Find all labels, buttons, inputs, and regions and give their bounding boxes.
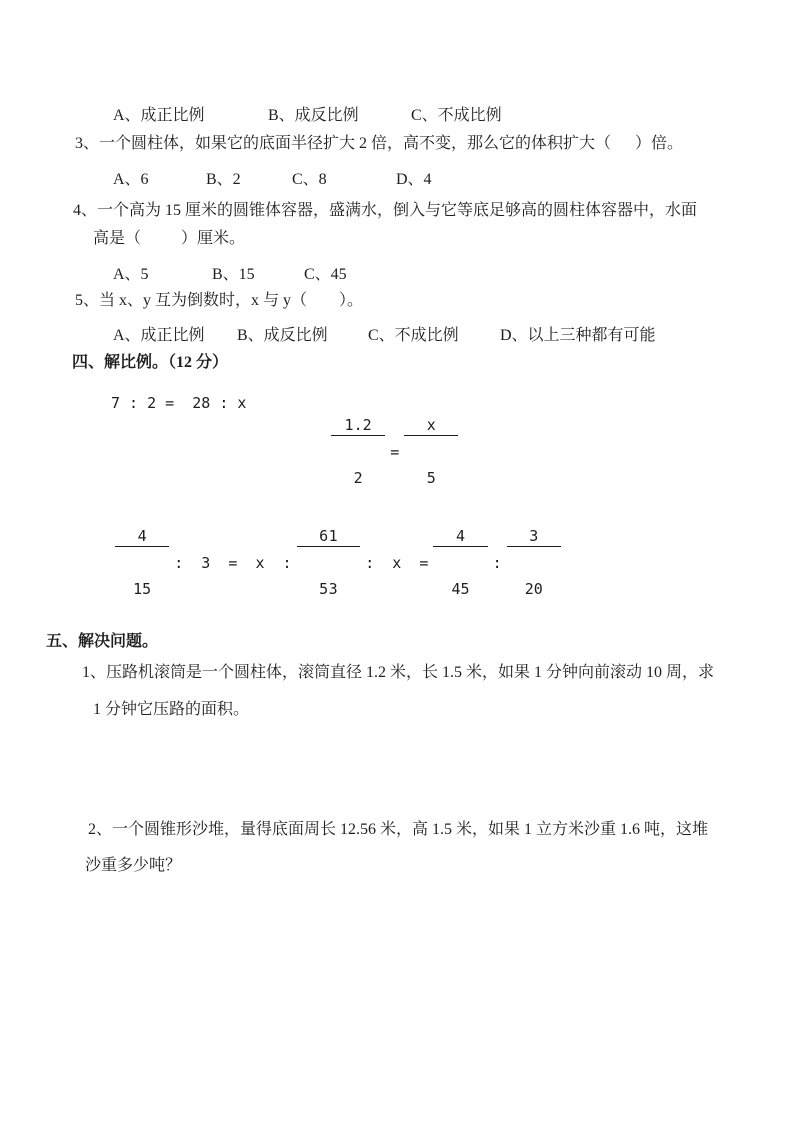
option-a: A、成正比例: [113, 327, 205, 344]
fraction-numerator: 1: [306, 527, 360, 547]
option-b: B、15: [212, 266, 255, 283]
option-b: B、成反比例: [268, 107, 359, 124]
option-c: C、不成比例: [368, 327, 459, 344]
fraction-denominator: 5: [426, 468, 436, 487]
section-4-heading: 四、解比例。（12 分）: [72, 354, 229, 371]
fraction-numerator: 1.2: [331, 416, 385, 436]
question-4-options: [0, 261, 793, 281]
fraction-numerator: x: [404, 416, 458, 436]
equals-sign: =: [390, 442, 400, 461]
option-b: B、成反比例: [237, 327, 328, 344]
colon-sign: :: [492, 553, 502, 572]
option-d: D、以上三种都有可能: [500, 327, 656, 344]
fraction: [306, 494, 360, 631]
option-c: C、不成比例: [411, 107, 502, 124]
fraction-denominator: 45: [451, 579, 470, 598]
question-3-text: 3、一个圆柱体，如果它的底面半径扩大 2 倍，高不变，那么它的体积扩大（ ）倍。: [75, 135, 684, 152]
equation-middle: : 3 = x :: [174, 553, 292, 572]
fraction-denominator: 2: [353, 468, 363, 487]
question-5-options: [0, 322, 793, 342]
option-d: D、4: [396, 171, 432, 188]
question-3-options: [0, 166, 793, 186]
fraction: [507, 494, 561, 631]
fraction-denominator: 3: [328, 579, 338, 598]
fraction: [433, 494, 487, 631]
option-a: A、成正比例: [113, 107, 205, 124]
section-5-heading: 五、解决问题。: [46, 633, 159, 650]
problem-2-line2: 沙重多少吨？: [85, 857, 182, 874]
option-b: B、2: [206, 171, 241, 188]
question-5-text: 5、当 x、y 互为倒数时，x 与 y（ ）。: [75, 292, 364, 309]
fraction-denominator: 5: [319, 579, 329, 598]
option-a: A、6: [113, 171, 149, 188]
equation-middle: : x =: [365, 553, 429, 572]
question-4-text-line1: 4、一个高为 15 厘米的圆锥体容器，盛满水，倒入与它等底足够高的圆柱体容器中，水面: [73, 202, 698, 219]
fraction-denominator: 15: [133, 579, 152, 598]
equation-4: [306, 494, 561, 631]
option-c: C、45: [304, 266, 347, 283]
problem-2-line1: 2、一个圆锥形沙堆，量得底面周长 12.56 米，高 1.5 米，如果 1 立方米沙重 1.6 吨，这堆: [88, 821, 709, 838]
fraction-numerator: 4: [433, 527, 487, 547]
fraction-numerator: 6: [297, 527, 351, 547]
fraction-numerator: 3: [507, 527, 561, 547]
fraction-numerator: 4: [115, 527, 169, 547]
fraction: [115, 494, 169, 631]
fraction-denominator: 20: [524, 579, 543, 598]
option-a: A、5: [113, 266, 149, 283]
equation-1: 7 : 2 = 28 : x: [111, 394, 247, 412]
problem-1-line1: 1、压路机滚筒是一个圆柱体，滚筒直径 1.2 米，长 1.5 米，如果 1 分钟向前滚动 10 周，求: [82, 664, 715, 681]
question-4-text-line2: 高是（ ）厘米。: [93, 230, 246, 247]
option-c: C、8: [292, 171, 327, 188]
orphan-options-row: [0, 102, 793, 122]
problem-1-line2: 1 分钟它压路的面积。: [93, 701, 250, 718]
